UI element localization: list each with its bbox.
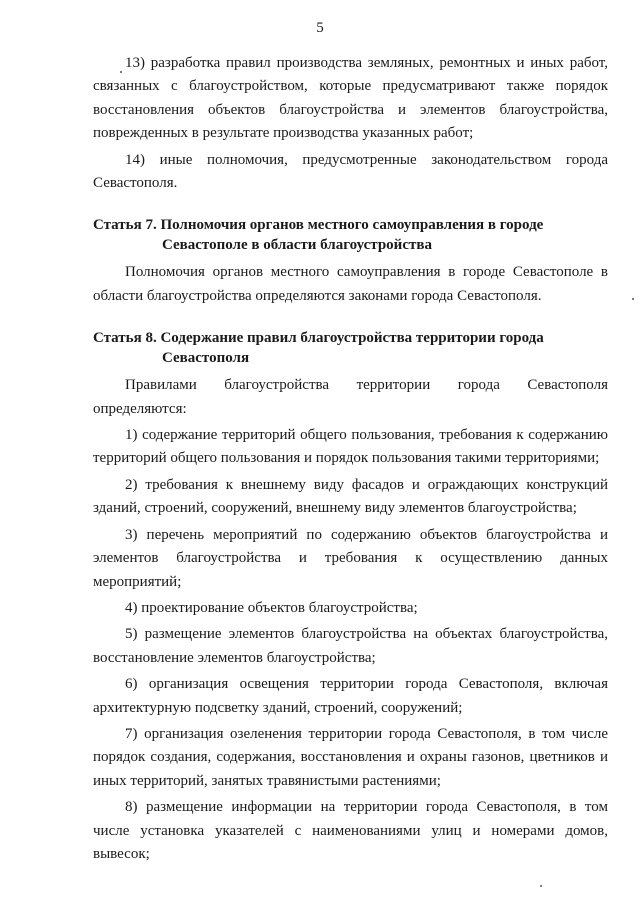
list-item: 5) размещение элементов благоустройства на объектах благоустройства, восстановление элементов благоустройства; <box>93 626 608 666</box>
list-item-13: 13) разработка правил производства земляных, ремонтных и иных работ, связанных с благоустройством, которые предусматривают также порядок восстановления объектов благоустройства и элементов благоустройства, поврежденных в результате производства указанных работ; <box>93 55 608 142</box>
scan-dot <box>632 298 634 300</box>
intro-word: города <box>457 377 500 394</box>
page-number: 5 <box>316 20 324 36</box>
article-7-body: Полномочия органов местного самоуправления в городе Севастополе в области благоустройства определяются законами города Севастополя. <box>93 264 608 304</box>
list-item: 7) организация озеленения территории города Севастополя, в том числе порядок создания, содержания, восстановления и охраны газонов, цветников и иных территорий, занятых травянистыми растениями; <box>93 725 608 789</box>
scan-dot <box>540 885 542 887</box>
list-item: 3) перечень мероприятий по содержанию объектов благоустройства и элементов благоустройства и требования к осуществлению данных мероприятий; <box>93 526 608 590</box>
list-item: 8) размещение информации на территории города Севастополя, в том числе установка указателей с наименованиями улиц и номерами домов, вывесок; <box>93 799 608 862</box>
intro-word: Правилами <box>125 377 197 394</box>
list-item-14: 14) иные полномочия, предусмотренные законодательством города Севастополя. <box>93 151 608 192</box>
list-item: 6) организация освещения территории города Севастополя, включая архитектурную подсветку зданий, строений, сооружений; <box>93 676 608 716</box>
article-8-intro <box>93 374 608 397</box>
intro-word: благоустройства <box>224 377 330 394</box>
intro-word: территории <box>356 377 431 394</box>
list-item: 4) проектирование объектов благоустройства; <box>125 599 418 616</box>
list-item: 1) содержание территорий общего пользования, требования к содержанию территорий общего пользования и порядок пользования такими территориями; <box>93 427 608 467</box>
intro-word: Севастополя <box>527 377 608 394</box>
document-body <box>93 52 608 866</box>
article-7-heading: Статья 7. Полномочия органов местного самоуправления в городе Севастополе в области благоустройства <box>93 217 544 254</box>
list-item: 2) требования к внешнему виду фасадов и ограждающих конструкций зданий, строений, сооружений, внешнему виду элементов благоустройства; <box>93 476 608 517</box>
article-8-intro-tail: определяются: <box>93 400 187 417</box>
article-8-heading: Статья 8. Содержание правил благоустройства территории города Севастополя <box>93 330 544 367</box>
